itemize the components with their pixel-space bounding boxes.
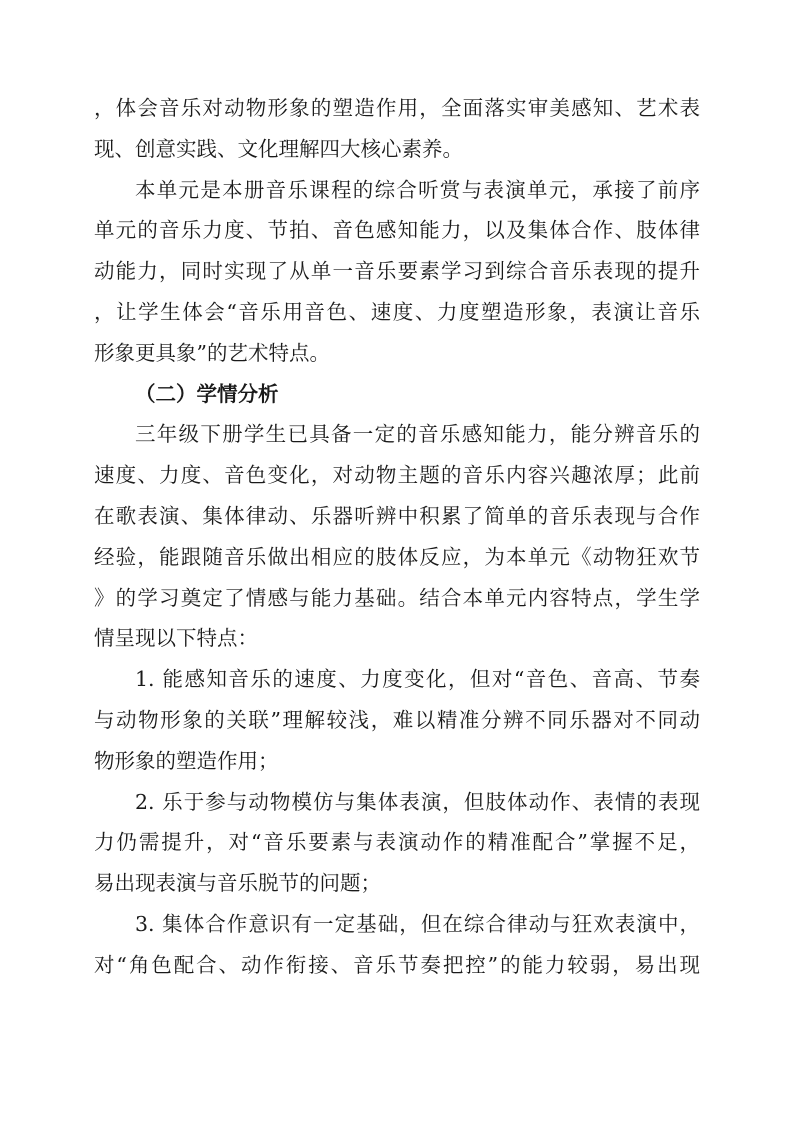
list-item-line: 1. 能感知音乐的速度、力度变化，但对“音色、音高、节奏 <box>135 667 700 692</box>
paragraph-line: 本单元是本册音乐课程的综合听赏与表演单元，承接了前序 <box>135 177 700 202</box>
paragraph-line: 情呈现以下特点： <box>94 626 258 651</box>
paragraph-line: 形象更具象”的艺术特点。 <box>94 340 330 365</box>
list-item-line: 2. 乐于参与动物模仿与集体表演，但肢体动作、表情的表现 <box>135 789 700 814</box>
paragraph-line: 单元的音乐力度、节拍、音色感知能力，以及集体合作、肢体律 <box>94 218 700 243</box>
paragraph-line: ，让学生体会“音乐用音色、速度、力度塑造形象，表演让音乐 <box>94 299 700 324</box>
paragraph-line: 速度、力度、音色变化，对动物主题的音乐内容兴趣浓厚；此前 <box>94 463 700 488</box>
list-item-line: 对“角色配合、动作衔接、音乐节奏把控”的能力较弱，易出现 <box>94 952 700 977</box>
body-text <box>94 88 700 986</box>
paragraph-line: 经验，能跟随音乐做出相应的肢体反应，为本单元《动物狂欢节 <box>94 544 700 569</box>
paragraph-line: ，体会音乐对动物形象的塑造作用，全面落实审美感知、艺术表 <box>94 96 700 120</box>
paragraph-line: 三年级下册学生已具备一定的音乐感知能力，能分辨音乐的 <box>135 422 700 447</box>
paragraph-line: 在歌表演、集体律动、乐器听辨中积累了简单的音乐表现与合作 <box>94 503 700 528</box>
list-item-line: 易出现表演与音乐脱节的问题； <box>94 871 381 896</box>
section-heading: （二）学情分析 <box>135 381 279 406</box>
list-item-line: 3. 集体合作意识有一定基础，但在综合律动与狂欢表演中， <box>135 911 700 936</box>
list-item-line: 力仍需提升，对“音乐要素与表演动作的精准配合”掌握不足， <box>94 830 700 855</box>
list-item-line: 与动物形象的关联”理解较浅，难以精准分辨不同乐器对不同动 <box>94 707 700 732</box>
list-item-line: 物形象的塑造作用； <box>94 748 279 773</box>
paragraph-line: 动能力，同时实现了从单一音乐要素学习到综合音乐表现的提升 <box>94 259 700 284</box>
paragraph-line: 》的学习奠定了情感与能力基础。结合本单元内容特点，学生学 <box>94 585 700 610</box>
paragraph-line: 现、创意实践、文化理解四大核心素养。 <box>94 136 463 161</box>
